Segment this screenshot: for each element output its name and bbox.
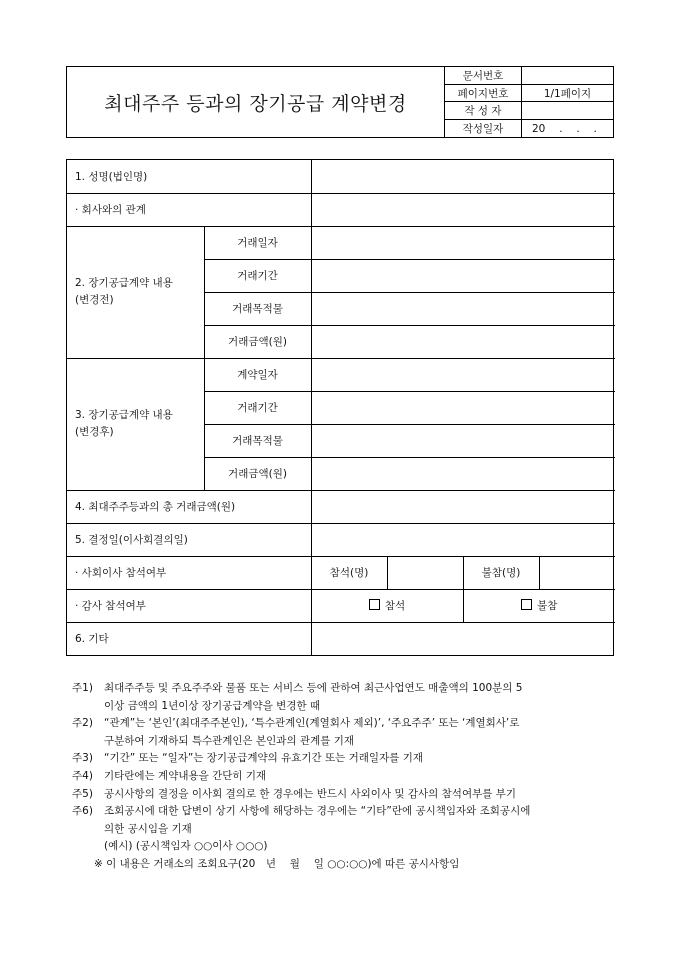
audit-attend-label: 참석 xyxy=(384,600,406,612)
checkbox-attend[interactable] xyxy=(369,599,380,610)
meta-label: 작 성 자 xyxy=(445,102,522,120)
section-before-title: 2. 장기공급계약 내용 xyxy=(75,277,173,289)
example-text: (예시) (공시책임자 ○○이사 ○○○) xyxy=(104,840,268,853)
note-text: 공시사항의 결정을 이사회 결의로 한 경우에는 반드시 사외이사 및 감사의 참석여부를 부기 xyxy=(104,787,517,800)
note-text: 기타란에는 계약내용을 간단히 기재 xyxy=(104,769,267,782)
section-after-title: 3. 장기공급계약 내용 xyxy=(75,409,173,421)
note-item xyxy=(72,680,620,715)
field-input-trade-date[interactable] xyxy=(311,226,615,259)
absent-count-label: 불참(명) xyxy=(463,556,539,589)
field-label-trade-object: 거래목적물 xyxy=(204,292,311,325)
field-label-trade-amount-after: 거래금액(원) xyxy=(204,457,311,490)
field-label-contract-date: 계약일자 xyxy=(204,358,311,391)
field-input-name[interactable] xyxy=(311,160,615,193)
document-meta xyxy=(444,67,613,137)
form-row-name xyxy=(67,160,615,193)
audit-absent-label: 불참 xyxy=(537,600,558,612)
note-text: 최대주주등 및 주요주주와 물품 또는 서비스 등에 관하여 최근사업연도 매출액의 100분의 5 xyxy=(104,682,523,694)
note-label: 주3) xyxy=(72,752,93,765)
note-item xyxy=(72,750,620,768)
field-label-outside-director: · 사회이사 참석여부 xyxy=(67,556,311,589)
section-before-label xyxy=(67,226,204,358)
note-text: 구분하여 기재하되 특수관계인은 본인과의 관계를 기재 xyxy=(104,734,354,747)
field-input-trade-object-after[interactable] xyxy=(311,424,615,457)
meta-value[interactable] xyxy=(522,67,614,84)
checkbox-absent[interactable] xyxy=(521,599,532,610)
field-label-trade-amount: 거래금액(원) xyxy=(204,325,311,358)
meta-value[interactable] xyxy=(522,102,614,120)
field-input-other[interactable] xyxy=(311,622,615,655)
note-label: 주4) xyxy=(72,769,93,782)
field-label-relation: · 회사와의 관계 xyxy=(67,193,311,226)
field-input-trade-amount-after[interactable] xyxy=(311,457,615,490)
footnote-text: ※ 이 내용은 거래소의 조회요구(20 년 월 일 ○○:○○)에 따른 공시사항임 xyxy=(94,857,460,870)
field-label-decision-date: 5. 결정일(이사회결의일) xyxy=(67,523,311,556)
meta-row xyxy=(445,102,613,120)
note-item xyxy=(72,803,620,838)
meta-row xyxy=(445,84,613,102)
note-item xyxy=(72,715,620,750)
document-title: 최대주주 등과의 장기공급 계약변경 xyxy=(104,92,407,115)
field-label-total-amount: 4. 최대주주등과의 총 거래금액(원) xyxy=(67,490,311,523)
audit-attend-option[interactable] xyxy=(311,589,463,622)
note-label: 주2) xyxy=(72,717,93,730)
field-label-trade-date: 거래일자 xyxy=(204,226,311,259)
section-before-subtitle: (변경전) xyxy=(75,294,114,306)
note-text: 조회공시에 대한 답변이 상기 사항에 해당하는 경우에는 “기타”란에 공시책임자와 조회공시에 xyxy=(104,805,531,818)
field-label-trade-period-after: 거래기간 xyxy=(204,391,311,424)
field-input-decision-date[interactable] xyxy=(311,523,615,556)
field-input-trade-amount[interactable] xyxy=(311,325,615,358)
note-text: 의한 공시임을 기재 xyxy=(104,822,192,835)
meta-value[interactable]: 1/1페이지 xyxy=(522,84,614,102)
attend-count-input[interactable] xyxy=(387,556,463,589)
note-label: 주6) xyxy=(72,805,93,818)
notes-section xyxy=(72,680,620,874)
form-row-relation xyxy=(67,193,615,226)
meta-label: 작성일자 xyxy=(445,120,522,137)
field-input-relation[interactable] xyxy=(311,193,615,226)
absent-count-input[interactable] xyxy=(539,556,615,589)
field-input-contract-date[interactable] xyxy=(311,358,615,391)
field-label-trade-period: 거래기간 xyxy=(204,259,311,292)
note-label: 주1) xyxy=(72,682,93,694)
field-input-trade-object[interactable] xyxy=(311,292,615,325)
meta-label: 페이지번호 xyxy=(445,84,522,102)
meta-value[interactable]: 20 . . . xyxy=(522,120,614,137)
contract-form xyxy=(66,159,614,656)
field-label-trade-object-after: 거래목적물 xyxy=(204,424,311,457)
note-text: 이상 금액의 1년이상 장기공급계약을 변경한 때 xyxy=(104,699,321,712)
meta-label: 문서번호 xyxy=(445,67,522,84)
field-input-trade-period-after[interactable] xyxy=(311,391,615,424)
document-header xyxy=(66,66,614,138)
note-text: “관계”는 ‘본인’(최대주주본인), ‘특수관계인(계열회사 제외)’, ‘주요주주’ 또는 ‘계열회사’로 xyxy=(104,717,520,730)
note-item xyxy=(72,786,620,804)
field-input-total-amount[interactable] xyxy=(311,490,615,523)
section-after-label xyxy=(67,358,204,490)
meta-row xyxy=(445,67,613,84)
field-label-name: 1. 성명(법인명) xyxy=(67,160,311,193)
section-after-subtitle: (변경후) xyxy=(75,426,114,438)
note-text: “기간” 또는 “일자”는 장기공급계약의 유효기간 또는 거래일자를 기재 xyxy=(104,752,423,765)
note-item xyxy=(72,768,620,786)
meta-row xyxy=(445,120,613,137)
field-label-auditor: · 감사 참석여부 xyxy=(67,589,311,622)
field-label-other: 6. 기타 xyxy=(67,622,311,655)
field-input-trade-period[interactable] xyxy=(311,259,615,292)
note-label: 주5) xyxy=(72,787,93,800)
attend-count-label: 참석(명) xyxy=(311,556,387,589)
audit-absent-option[interactable] xyxy=(463,589,615,622)
